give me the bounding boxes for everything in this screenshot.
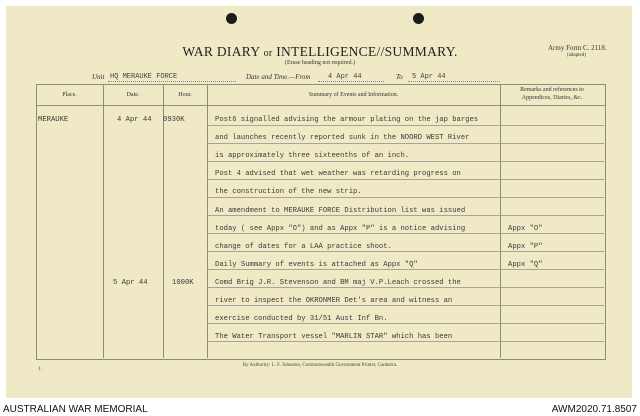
form-number: 1. <box>38 367 42 372</box>
summary-line: change of dates for a LAA practice shoot. <box>215 243 392 251</box>
form-subtitle: (Erase heading not required.) <box>285 60 355 66</box>
date-time-label: Date and Time.—From <box>246 73 311 81</box>
to-underline <box>408 81 500 82</box>
entry-hour-2: 1000K <box>172 279 194 287</box>
form-title <box>0 44 640 60</box>
ruled-line <box>207 143 604 144</box>
col-header-remarks-line2: Appendices, Diaries, &c. <box>521 95 583 101</box>
entry-place: MERAUKE <box>38 116 69 124</box>
unit-underline <box>108 81 236 82</box>
col-header-hour: Hour. <box>178 92 192 98</box>
from-underline <box>318 81 384 82</box>
entry-hour-1: 0930K <box>163 116 185 124</box>
to-date-value: 5 Apr 44 <box>412 73 446 81</box>
unit-label: Unit <box>92 73 105 81</box>
caption-id: AWM2020.71.8507 <box>551 404 637 415</box>
from-date-value: 4 Apr 44 <box>328 73 362 81</box>
col-divider-hour <box>163 84 164 358</box>
unit-value: HQ MERAUKE FORCE <box>110 73 178 81</box>
summary-line: Comd Brig J.R. Stevenson and BM maj V.P.Leach crossed the <box>215 279 461 287</box>
col-header-date: Date. <box>126 92 140 98</box>
summary-line: is approximately three sixteenths of an inch. <box>215 152 410 160</box>
col-header-summary: Summary of Events and Information. <box>308 92 399 98</box>
summary-line: exercise conducted by 31/51 Aust Inf Bn. <box>215 315 388 323</box>
army-form-number: Army Form C. 2118. <box>548 44 607 52</box>
punch-hole-right <box>413 13 424 24</box>
summary-line: The Water Transport vessel "MARLIN STAR" which has been <box>215 333 453 341</box>
summary-line: the construction of the new strip. <box>215 188 362 196</box>
ruled-line <box>207 179 604 180</box>
summary-line: Daily Summary of events is attached as Appx "Q" <box>215 261 418 269</box>
title-or: or <box>263 48 273 59</box>
remark-appx-o: Appx "O" <box>508 225 543 233</box>
col-header-place: Place. <box>62 92 77 98</box>
ruled-line <box>207 197 604 198</box>
army-form-adapted: (adapted) <box>567 53 586 58</box>
punch-hole-left <box>226 13 237 24</box>
summary-line: river to inspect the OKRONMER Det's area and witness an <box>215 297 453 305</box>
col-divider-date <box>103 84 104 358</box>
to-label: To <box>396 73 403 81</box>
title-war-diary: WAR DIARY <box>182 44 260 59</box>
summary-line: and launches recently reported sunk in the NOORD WEST River <box>215 134 470 142</box>
title-intelligence: INTELLIGENCE/ <box>276 44 381 59</box>
summary-line: Post6 signalled advising the armour plating on the jap barges <box>215 116 479 124</box>
caption-archive: AUSTRALIAN WAR MEMORIAL <box>3 404 148 415</box>
summary-line: today ( see Appx "O") and as Appx "P" is a notice advising <box>215 225 466 233</box>
printer-credit: By Authority: L. F. Johnston, Commonwealth Government Printer, Canberra. <box>242 363 398 368</box>
ruled-line <box>207 161 604 162</box>
header-rule <box>36 105 606 106</box>
title-summary: /SUMMARY. <box>380 44 458 59</box>
entry-date-2: 5 Apr 44 <box>113 279 148 287</box>
summary-line: Post 4 advised that wet weather was retarding progress on <box>215 170 461 178</box>
remark-appx-p: Appx "P" <box>508 243 543 251</box>
col-header-remarks-line1: Remarks and references to <box>520 87 584 93</box>
entry-date-1: 4 Apr 44 <box>117 116 152 124</box>
summary-line: An amendment to MERAUKE FORCE Distribution list was issued <box>215 207 466 215</box>
ruled-line <box>207 125 604 126</box>
remark-appx-q: Appx "Q" <box>508 261 543 269</box>
